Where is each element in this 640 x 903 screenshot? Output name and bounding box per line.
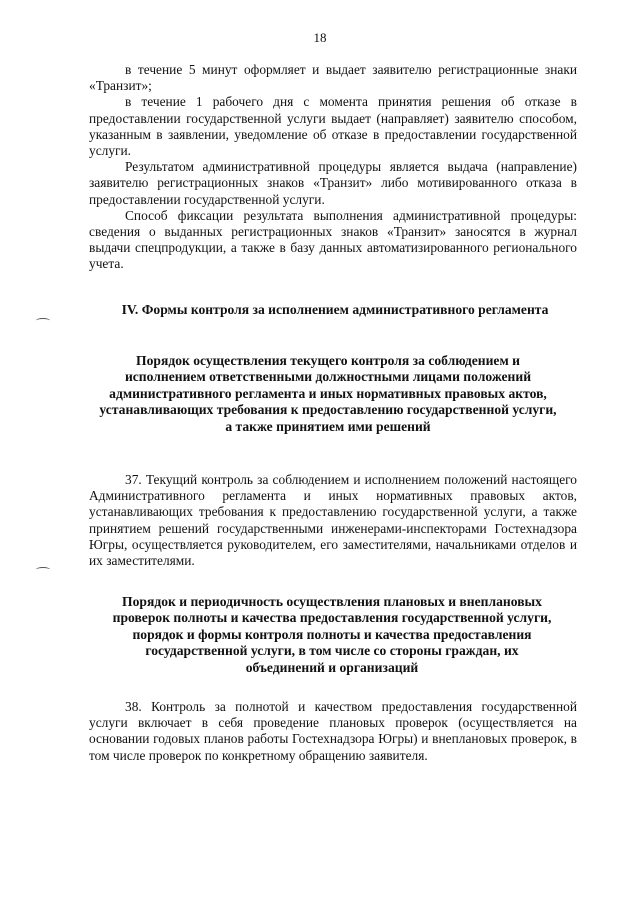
section-heading-block: [120, 302, 550, 318]
top-paragraphs: [89, 62, 577, 273]
margin-mark: [36, 318, 50, 323]
subheading-current-control: Порядок осуществления текущего контроля за соблюдением и исполнением ответственными должностными лицами положений административного регламента и иных нормативных правовых актов, устанавливающих требования к предоставлению государственной услуги, а также принятием ими решений: [99, 353, 557, 434]
paragraph: в течение 1 рабочего дня с момента принятия решения об отказе в предоставлении государственной услуги выдает (направляет) заявителю способом, указанным в заявлении, уведомление об отказе в предоставлении государственной услуги.: [89, 94, 577, 159]
paragraph-38-block: [89, 699, 577, 764]
margin-mark: [36, 567, 50, 572]
subheading-inspections: Порядок и периодичность осуществления плановых и внеплановых проверок полноты и качества предоставления государственной услуги, порядок и формы контроля полноты и качества предоставления государственной услуги, в том числе со стороны граждан, их объединений и организаций: [112, 594, 552, 675]
page-number: 18: [313, 30, 327, 45]
paragraph: Результатом административной процедуры является выдача (направление) заявителю регистрационных знаков «Транзит» либо мотивированного отказа в предоставлении государственной услуги.: [89, 159, 577, 207]
paragraph-37: 37. Текущий контроль за соблюдением и исполнением положений настоящего Административного регламента и иных нормативных правовых актов, устанавливающих требования к предоставлению государственной услуги, а также принятием решений государственными инженерами-инспекторами Гостехнадзора Югры, осуществляется руководителем, его заместителями, начальниками отделов и их заместителями.: [89, 472, 577, 569]
paragraph: в течение 5 минут оформляет и выдает заявителю регистрационные знаки «Транзит»;: [89, 62, 577, 94]
subheading-2-block: [112, 594, 552, 676]
paragraph-37-block: [89, 472, 577, 569]
paragraph: Способ фиксации результата выполнения административной процедуры: сведения о выданных регистрационных знаков «Транзит» заносятся в журнал выдачи спецпродукции, а также в базу данных автоматизированного регионального учета.: [89, 207, 577, 272]
section-heading: IV. Формы контроля за исполнением административного регламента: [121, 302, 549, 317]
subheading-1-block: [98, 353, 558, 435]
paragraph-38: 38. Контроль за полнотой и качеством предоставления государственной услуги включает в себя проведение плановых проверок (осуществляется на основании годовых планов работы Гостехнадзора Югры) и внеплановых проверок, в том числе проверок по конкретному обращению заявителя.: [89, 699, 577, 763]
